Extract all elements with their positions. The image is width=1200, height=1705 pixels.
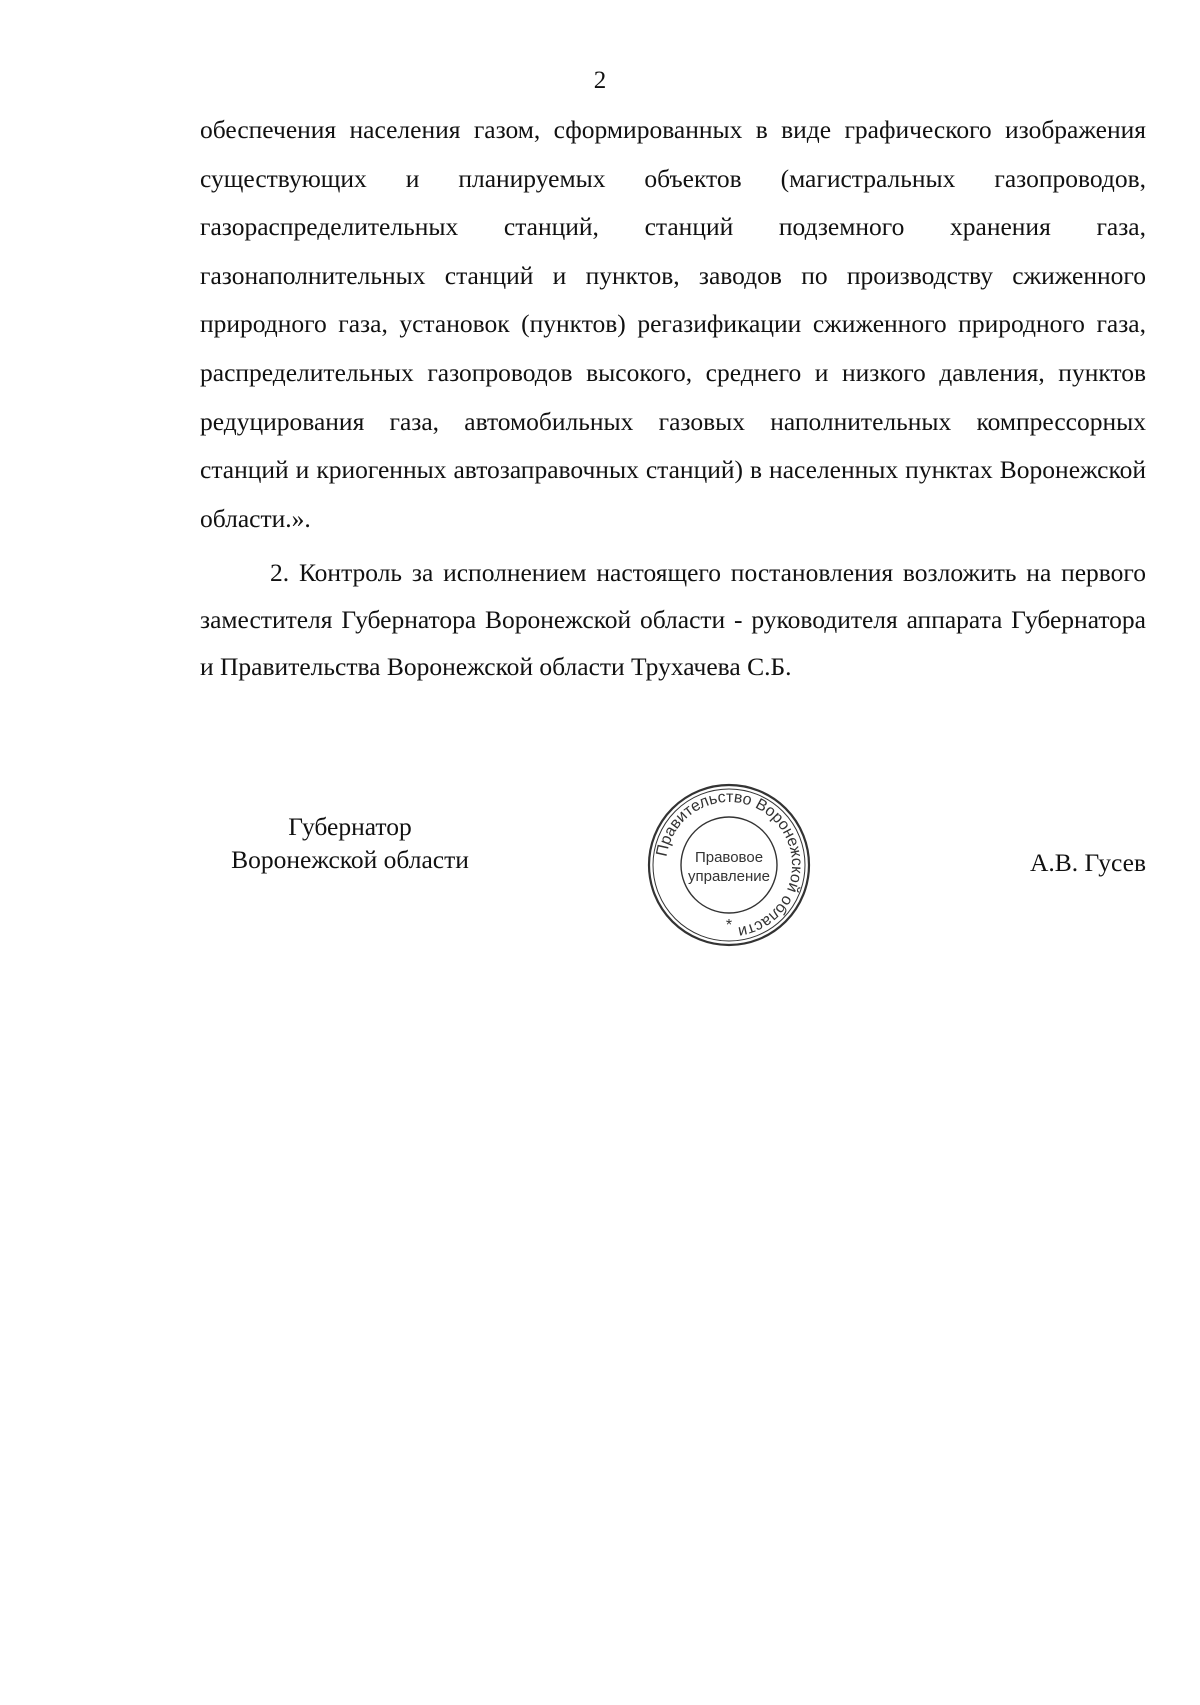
document-body — [200, 106, 1146, 690]
stamp-inner-line1: Правовое — [694, 849, 764, 866]
paragraph-continuation: обеспечения населения газом, сформированных в виде графического изображения существующих и планируемых объектов (магистральных газопроводов, газораспределительных станций, станций подземного хранения газа, газонаполнительных станций и пунктов, заводов по производству сжиженного природного газа, установок (пунктов) регазификации сжиженного природного газа, распределительных газопроводов высокого, среднего и низкого давления, пунктов редуцирования газа, автомобильных газовых наполнительных компрессорных станций и криогенных автозаправочных станций) в населенных пунктах Воронежской области.». — [200, 115, 1146, 533]
signature-block — [200, 788, 1146, 970]
stamp-outer-text: Правительство Воронежской области — [653, 788, 806, 941]
signer-title-line2: Воронежской области — [231, 845, 469, 874]
stamp-inner-line2: управление — [687, 868, 771, 885]
signer-title-line1: Губернатор — [288, 812, 412, 841]
official-stamp — [644, 780, 814, 950]
paragraph-item-2: 2. Контроль за исполнением настоящего постановления возложить на первого заместителя Губернатора Воронежской области - руководителя аппарата Губернатора и Правительства Воронежской области Трухачева С.Б. — [200, 558, 1146, 682]
page-number: 2 — [593, 67, 607, 94]
signer-title — [200, 810, 500, 876]
stamp-star: * — [725, 917, 733, 934]
signer-name: А.В. Гусев — [1029, 848, 1146, 877]
